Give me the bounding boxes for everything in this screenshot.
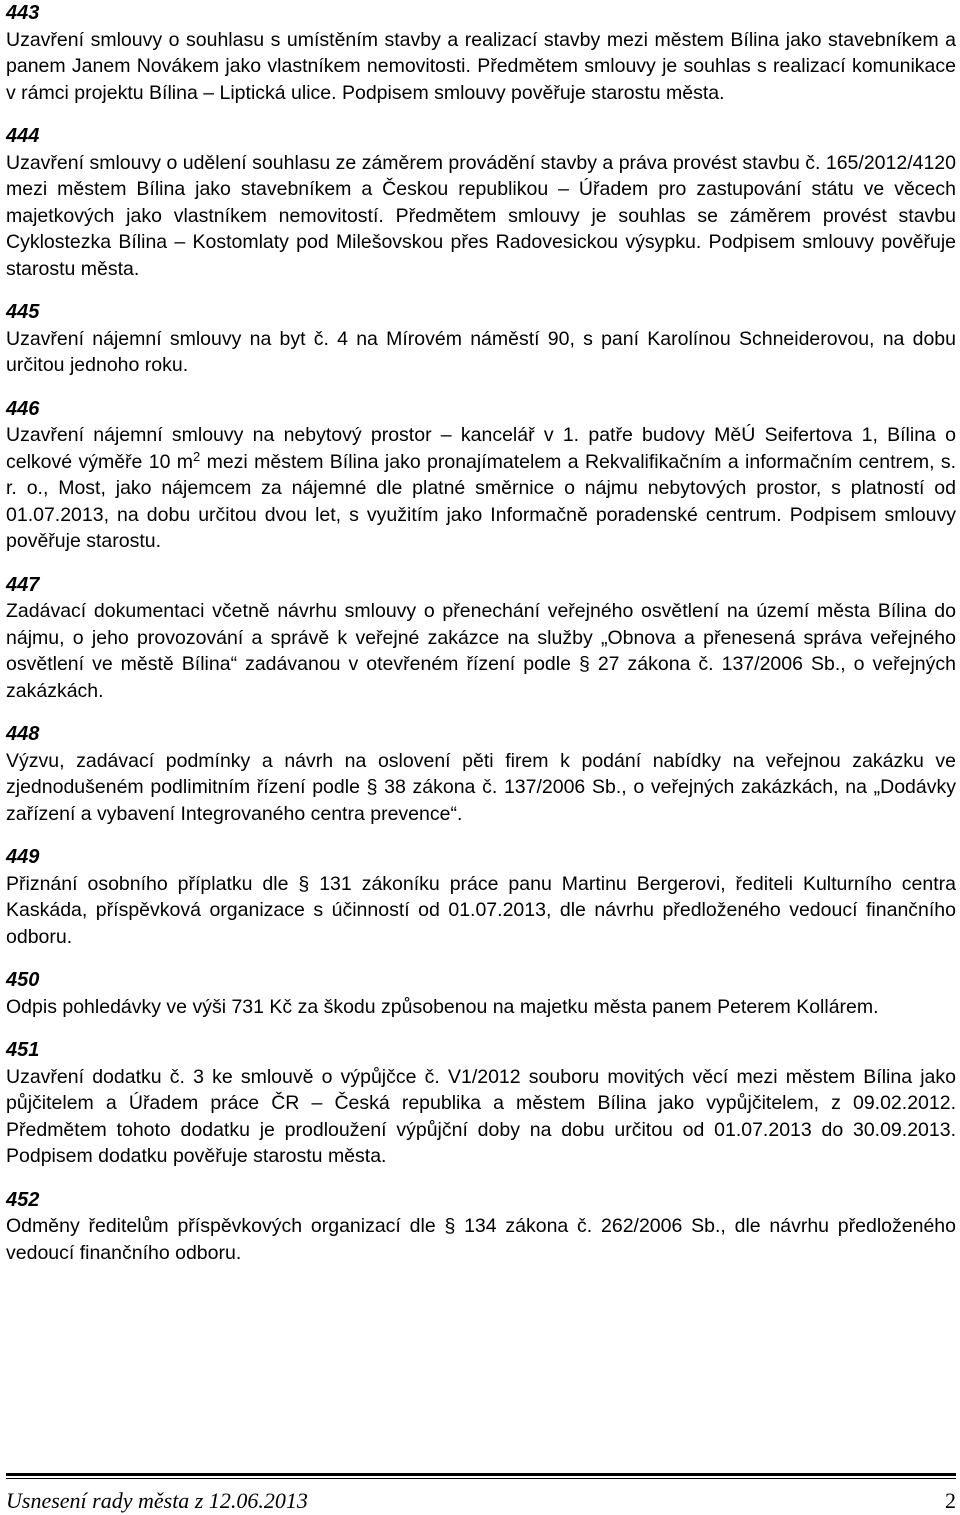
page-number: 2 — [945, 1488, 956, 1513]
resolution-444 — [6, 123, 956, 282]
resolution-number: 450 — [6, 969, 40, 991]
resolution-number: 451 — [6, 1039, 40, 1061]
resolution-451 — [6, 1037, 956, 1170]
resolution-text: Odpis pohledávky ve výši 731 Kč za škodu způsobenou na majetku města panem Peterem Kollárem. — [6, 995, 879, 1018]
resolution-text: Uzavření smlouvy o udělení souhlasu ze záměrem provádění stavby a práva provést stavbu č. 165/2012/4120 mezi městem Bílina jako stavebníkem a Českou republikou – Úřadem pro zastupování státu ve věcech majetkových jako vlastníkem nemovitostí. Předmětem smlouvy je souhlas se záměrem provést stavbu Cyklostezka Bílina – Kostomlaty pod Milešovskou přes Radovesickou výsypku. Podpisem smlouvy pověřuje starostu města. — [6, 151, 956, 280]
resolution-443 — [6, 0, 956, 106]
resolution-number: 448 — [6, 723, 40, 745]
resolution-445 — [6, 299, 956, 379]
resolution-text-part: Uzavření nájemní smlouvy na nebytový prostor – kancelář v 1. patře budovy MěÚ Seifertova 1, Bílina o celkové výměře 10 m — [6, 424, 956, 473]
resolution-text — [6, 422, 956, 555]
document-body — [6, 0, 956, 1283]
resolution-number: 445 — [6, 301, 40, 323]
resolution-text: Uzavření dodatku č. 3 ke smlouvě o výpůjčce č. V1/2012 souboru movitých věcí mezi městem Bílina jako půjčitelem a Úřadem práce ČR – Česká republika a městem Bílina jako vypůjčitelem, z 09.02.2012. Předmětem tohoto dodatku je prodloužení výpůjční doby na dobu určitou od 01.07.2013 do 30.09.2013. Podpisem dodatku pověřuje starostu města. — [6, 1065, 956, 1167]
footer-title: Usnesení rady města z 12.06.2013 — [6, 1488, 308, 1513]
superscript-exponent: 2 — [193, 448, 201, 464]
resolution-text: Uzavření nájemní smlouvy na byt č. 4 na Mírovém náměstí 90, s paní Karolínou Schneiderovou, na dobu určitou jednoho roku. — [6, 327, 956, 376]
resolution-text: Výzvu, zadávací podmínky a návrh na oslovení pěti firem k podání nabídky na veřejnou zakázku ve zjednodušeném podlimitním řízení podle § 38 zákona č. 137/2006 Sb., o veřejných zakázkách, na „Dodávky zařízení a vybavení Integrovaného centra prevence“. — [6, 749, 956, 825]
resolution-449 — [6, 844, 956, 950]
resolution-number: 447 — [6, 573, 40, 596]
resolution-text-part: mezi městem Bílina jako pronajímatelem a Rekvalifikačním a informačním centrem, s. r. o., Most, jako nájemcem za nájemné dle platné směrnice o nájmu nebytových prostor, s platností od 01.07.2013, na dobu určitou dvou let, s využitím jako Informačně poradenské centrum. Podpisem smlouvy pověřuje starostu. — [6, 450, 957, 552]
resolution-448 — [6, 721, 956, 827]
resolution-text: Odměny ředitelům příspěvkových organizací dle § 134 zákona č. 262/2006 Sb., dle návrhu předloženého vedoucí finančního odboru. — [6, 1215, 956, 1264]
resolution-452 — [6, 1187, 956, 1267]
resolution-450 — [6, 967, 956, 1020]
resolution-number: 444 — [6, 125, 40, 147]
resolution-447 — [6, 572, 956, 705]
resolution-text: Uzavření smlouvy o souhlasu s umístěním stavby a realizací stavby mezi městem Bílina jako stavebníkem a panem Janem Novákem jako vlastníkem nemovitosti. Předmětem smlouvy je souhlas s realizací komunikace v rámci projektu Bílina – Liptická ulice. Podpisem smlouvy pověřuje starostu města. — [6, 28, 956, 104]
resolution-number: 446 — [6, 397, 40, 420]
resolution-number: 452 — [6, 1188, 40, 1211]
resolution-number: 449 — [6, 846, 40, 868]
footer-divider — [6, 1473, 956, 1476]
resolution-446 — [6, 396, 956, 555]
resolution-number: 443 — [6, 2, 40, 24]
resolution-text: Přiznání osobního příplatku dle § 131 zákoníku práce panu Martinu Bergerovi, řediteli Kulturního centra Kaskáda, příspěvková organizace s účinností od 01.07.2013, dle návrhu předloženého vedoucí finančního odboru. — [6, 872, 956, 948]
resolution-text: Zadávací dokumentaci včetně návrhu smlouvy o přenechání veřejného osvětlení na území města Bílina do nájmu, o jeho provozování a správě k veřejné zakázce na služby „Obnova a přenesená správa veřejného osvětlení ve městě Bílina“ zadávanou v otevřeném řízení podle § 27 zákona č. 137/2006 Sb., o veřejných zakázkách. — [6, 600, 956, 702]
